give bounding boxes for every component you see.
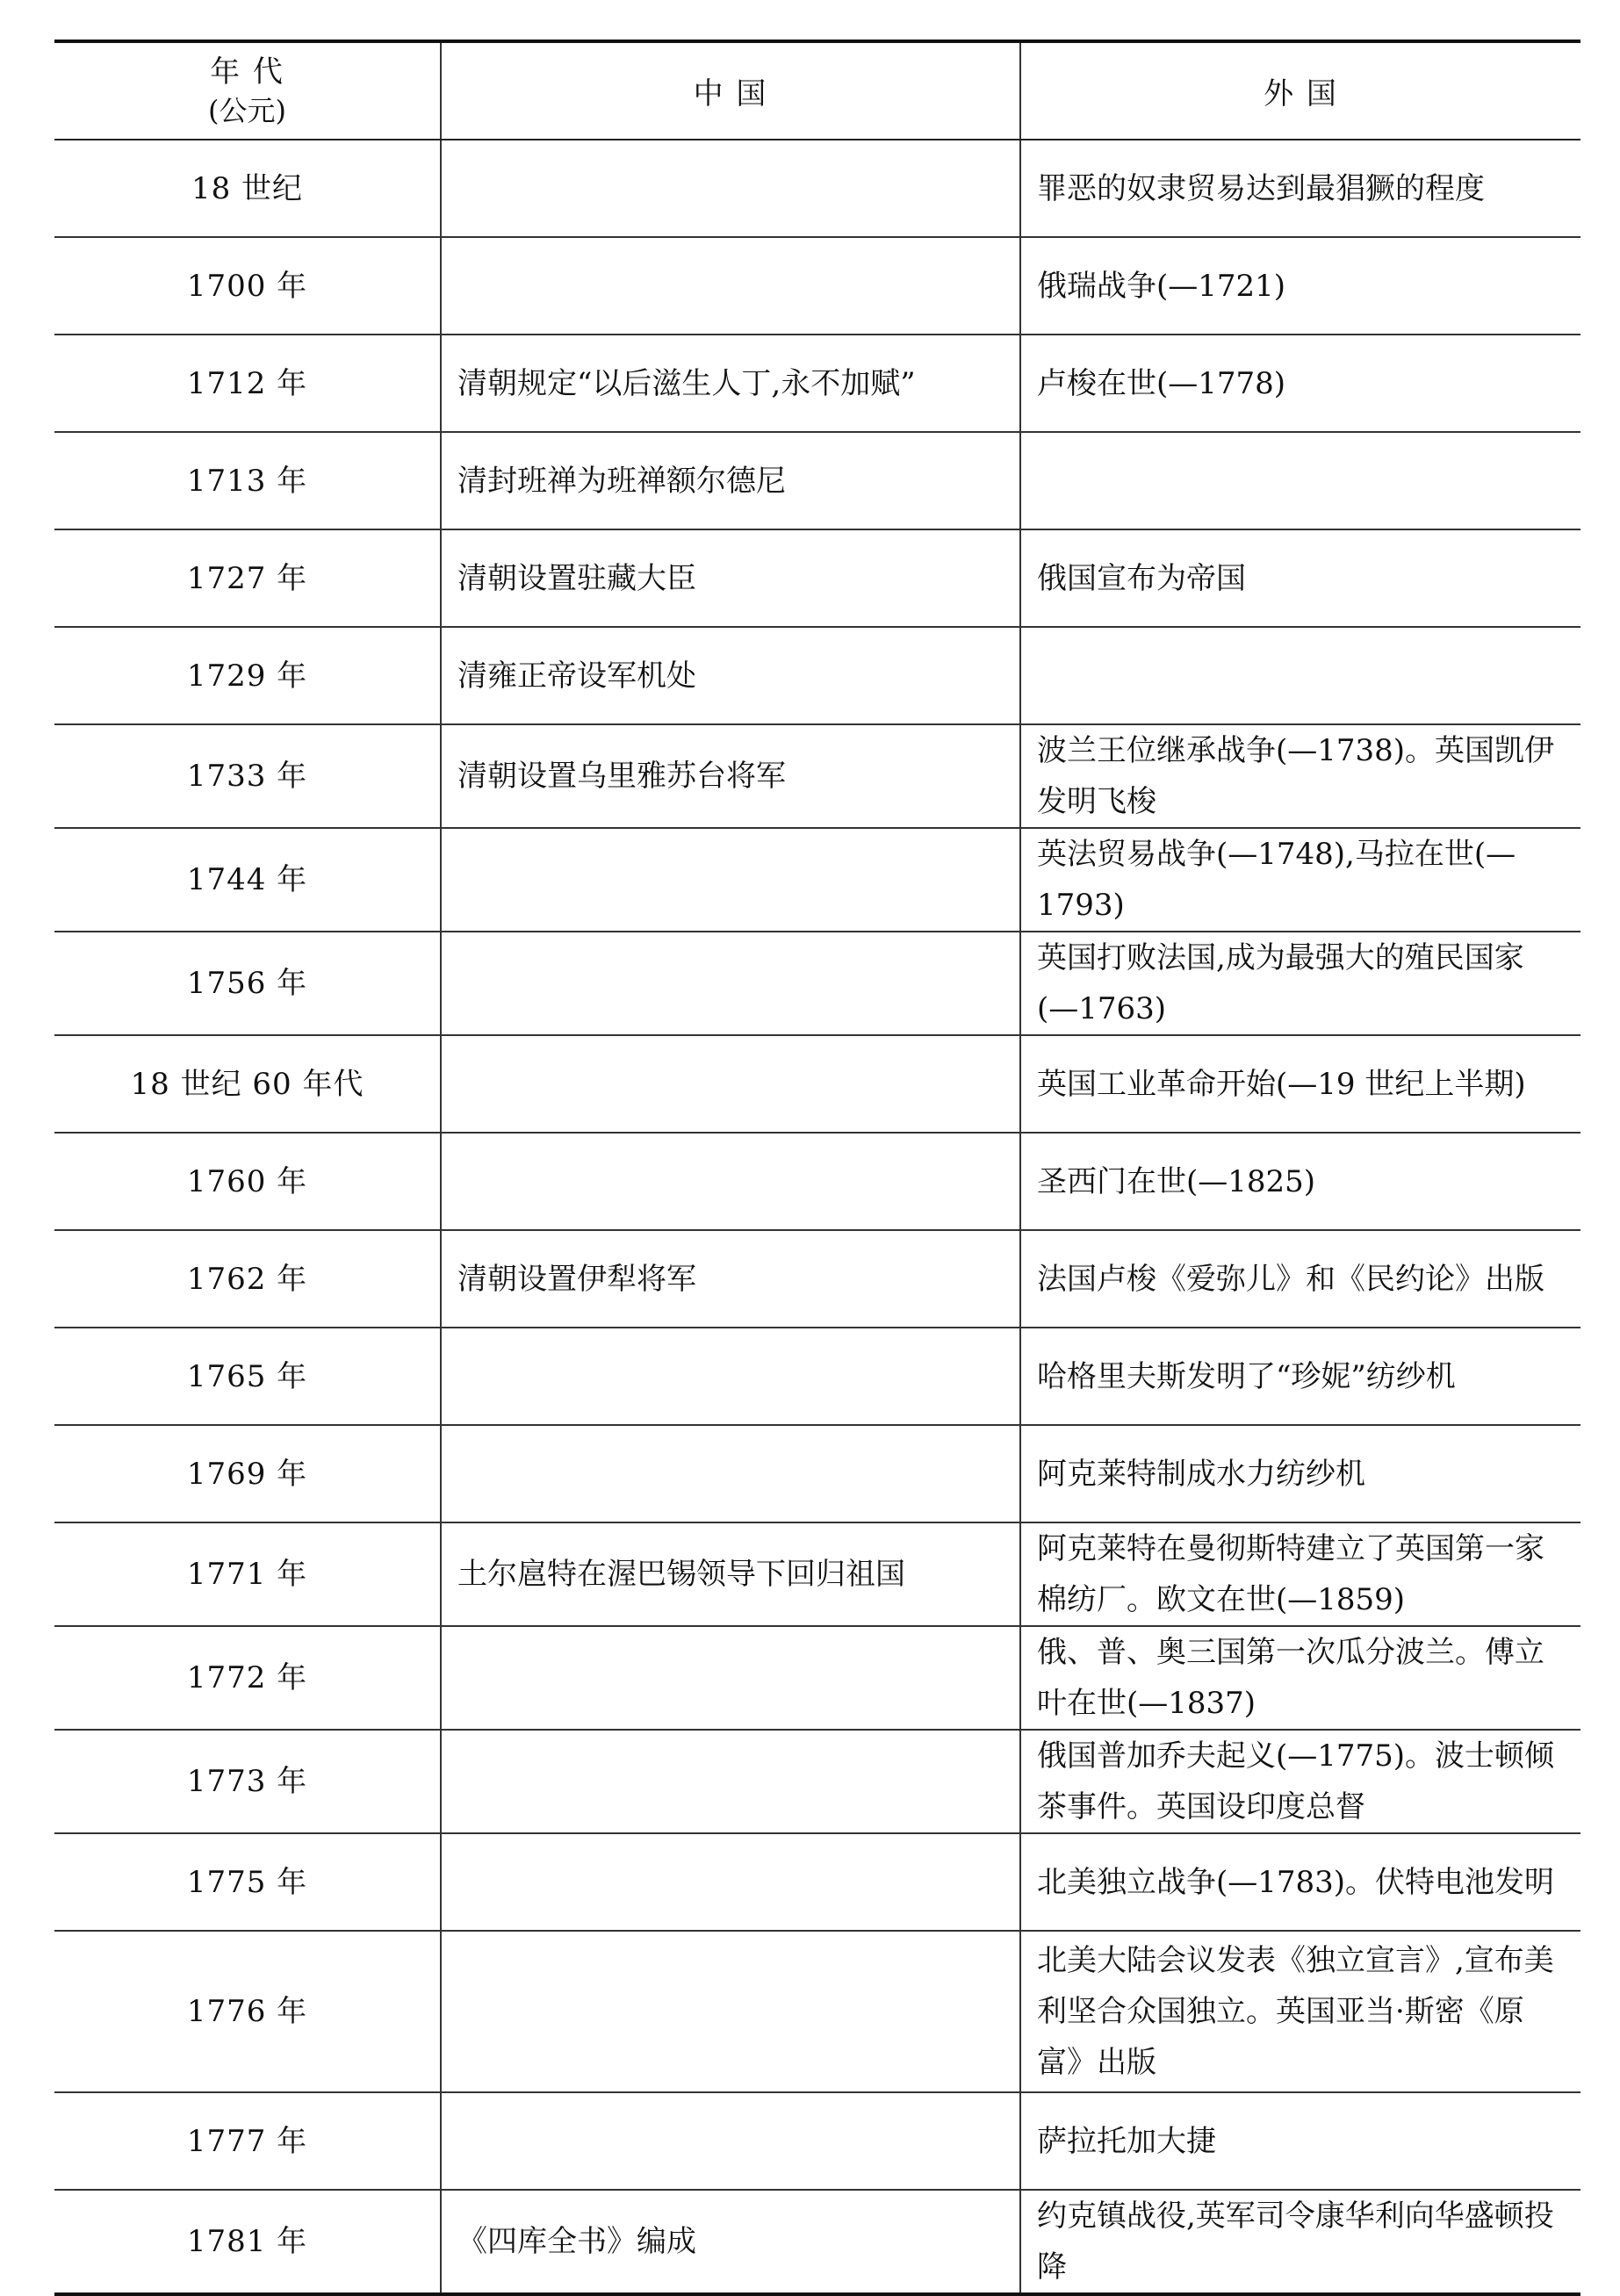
foreign-cell [1020, 432, 1580, 529]
china-cell [441, 932, 1020, 1035]
foreign-cell: 罪恶的奴隶贸易达到最猖獗的程度 [1020, 140, 1580, 237]
china-cell [441, 1931, 1020, 2092]
foreign-cell: 阿克莱特制成水力纺纱机 [1020, 1425, 1580, 1522]
china-cell: 清朝设置乌里雅苏台将军 [441, 724, 1020, 828]
year-cell: 1765 年 [54, 1328, 441, 1425]
foreign-cell: 俄、普、奥三国第一次瓜分波兰。傅立叶在世(—1837) [1020, 1626, 1580, 1730]
foreign-cell: 约克镇战役,英军司令康华利向华盛顿投降 [1020, 2190, 1580, 2294]
foreign-cell: 北美独立战争(—1783)。伏特电池发明 [1020, 1833, 1580, 1931]
year-cell: 1769 年 [54, 1425, 441, 1522]
header-year [54, 41, 441, 140]
header-china-label: 中 国 [693, 76, 768, 112]
header-year-sublabel: (公元) [208, 93, 286, 127]
table-row [54, 1931, 1580, 2092]
year-cell: 1713 年 [54, 432, 441, 529]
table-row [54, 1035, 1580, 1133]
table-row [54, 2092, 1580, 2190]
year-cell: 1773 年 [54, 1730, 441, 1833]
year-cell: 1744 年 [54, 828, 441, 932]
china-cell [441, 1425, 1020, 1522]
china-cell [441, 1328, 1020, 1425]
china-cell: 清封班禅为班禅额尔德尼 [441, 432, 1020, 529]
china-cell: 《四库全书》编成 [441, 2190, 1020, 2294]
foreign-cell: 俄瑞战争(—1721) [1020, 237, 1580, 335]
table-row [54, 1626, 1580, 1730]
china-cell [441, 1626, 1020, 1730]
table-row [54, 1522, 1580, 1626]
china-cell: 清雍正帝设军机处 [441, 627, 1020, 724]
year-cell: 1776 年 [54, 1931, 441, 2092]
year-cell: 1762 年 [54, 1230, 441, 1328]
foreign-cell: 圣西门在世(—1825) [1020, 1133, 1580, 1230]
table-row [54, 1230, 1580, 1328]
china-cell [441, 1730, 1020, 1833]
china-cell: 清朝设置驻藏大臣 [441, 529, 1020, 627]
china-cell [441, 2092, 1020, 2190]
china-cell [441, 1833, 1020, 1931]
year-cell: 1775 年 [54, 1833, 441, 1931]
header-foreign-label: 外 国 [1264, 76, 1338, 112]
year-cell: 1781 年 [54, 2190, 441, 2294]
table-row [54, 2190, 1580, 2294]
header-china [441, 41, 1020, 140]
year-cell: 1712 年 [54, 335, 441, 432]
china-cell: 清朝设置伊犁将军 [441, 1230, 1020, 1328]
china-cell [441, 237, 1020, 335]
year-cell: 1700 年 [54, 237, 441, 335]
table-row [54, 627, 1580, 724]
table-row [54, 1133, 1580, 1230]
foreign-cell: 法国卢梭《爱弥儿》和《民约论》出版 [1020, 1230, 1580, 1328]
foreign-cell: 波兰王位继承战争(—1738)。英国凯伊发明飞梭 [1020, 724, 1580, 828]
china-cell [441, 1133, 1020, 1230]
year-cell: 18 世纪 [54, 140, 441, 237]
table-header [54, 41, 1580, 140]
table-row [54, 828, 1580, 932]
foreign-cell: 卢梭在世(—1778) [1020, 335, 1580, 432]
china-cell [441, 828, 1020, 932]
table-row [54, 724, 1580, 828]
foreign-cell: 阿克莱特在曼彻斯特建立了英国第一家棉纺厂。欧文在世(—1859) [1020, 1522, 1580, 1626]
chronology-table [54, 40, 1580, 2296]
year-cell: 1777 年 [54, 2092, 441, 2190]
table-row [54, 432, 1580, 529]
table-body [54, 140, 1580, 2294]
foreign-cell: 英国打败法国,成为最强大的殖民国家(—1763) [1020, 932, 1580, 1035]
china-cell [441, 1035, 1020, 1133]
table-row [54, 237, 1580, 335]
chronology-page [54, 40, 1580, 2296]
year-cell: 1760 年 [54, 1133, 441, 1230]
header-row [54, 41, 1580, 140]
year-cell: 1729 年 [54, 627, 441, 724]
header-foreign [1020, 41, 1580, 140]
table-row [54, 1833, 1580, 1931]
year-cell: 1756 年 [54, 932, 441, 1035]
year-cell: 18 世纪 60 年代 [54, 1035, 441, 1133]
foreign-cell: 萨拉托加大捷 [1020, 2092, 1580, 2190]
foreign-cell: 哈格里夫斯发明了“珍妮”纺纱机 [1020, 1328, 1580, 1425]
table-row [54, 335, 1580, 432]
table-row [54, 140, 1580, 237]
foreign-cell [1020, 627, 1580, 724]
table-row [54, 529, 1580, 627]
foreign-cell: 北美大陆会议发表《独立宣言》,宣布美利坚合众国独立。英国亚当·斯密《原富》出版 [1020, 1931, 1580, 2092]
year-cell: 1771 年 [54, 1522, 441, 1626]
year-cell: 1727 年 [54, 529, 441, 627]
year-cell: 1772 年 [54, 1626, 441, 1730]
china-cell: 土尔扈特在渥巴锡领导下回归祖国 [441, 1522, 1020, 1626]
foreign-cell: 英国工业革命开始(—19 世纪上半期) [1020, 1035, 1580, 1133]
china-cell: 清朝规定“以后滋生人丁,永不加赋” [441, 335, 1020, 432]
table-row [54, 932, 1580, 1035]
foreign-cell: 俄国宣布为帝国 [1020, 529, 1580, 627]
table-row [54, 1425, 1580, 1522]
table-row [54, 1730, 1580, 1833]
china-cell [441, 140, 1020, 237]
header-year-label: 年 代 [210, 54, 284, 90]
table-row [54, 1328, 1580, 1425]
foreign-cell: 英法贸易战争(—1748),马拉在世(—1793) [1020, 828, 1580, 932]
foreign-cell: 俄国普加乔夫起义(—1775)。波士顿倾茶事件。英国设印度总督 [1020, 1730, 1580, 1833]
year-cell: 1733 年 [54, 724, 441, 828]
